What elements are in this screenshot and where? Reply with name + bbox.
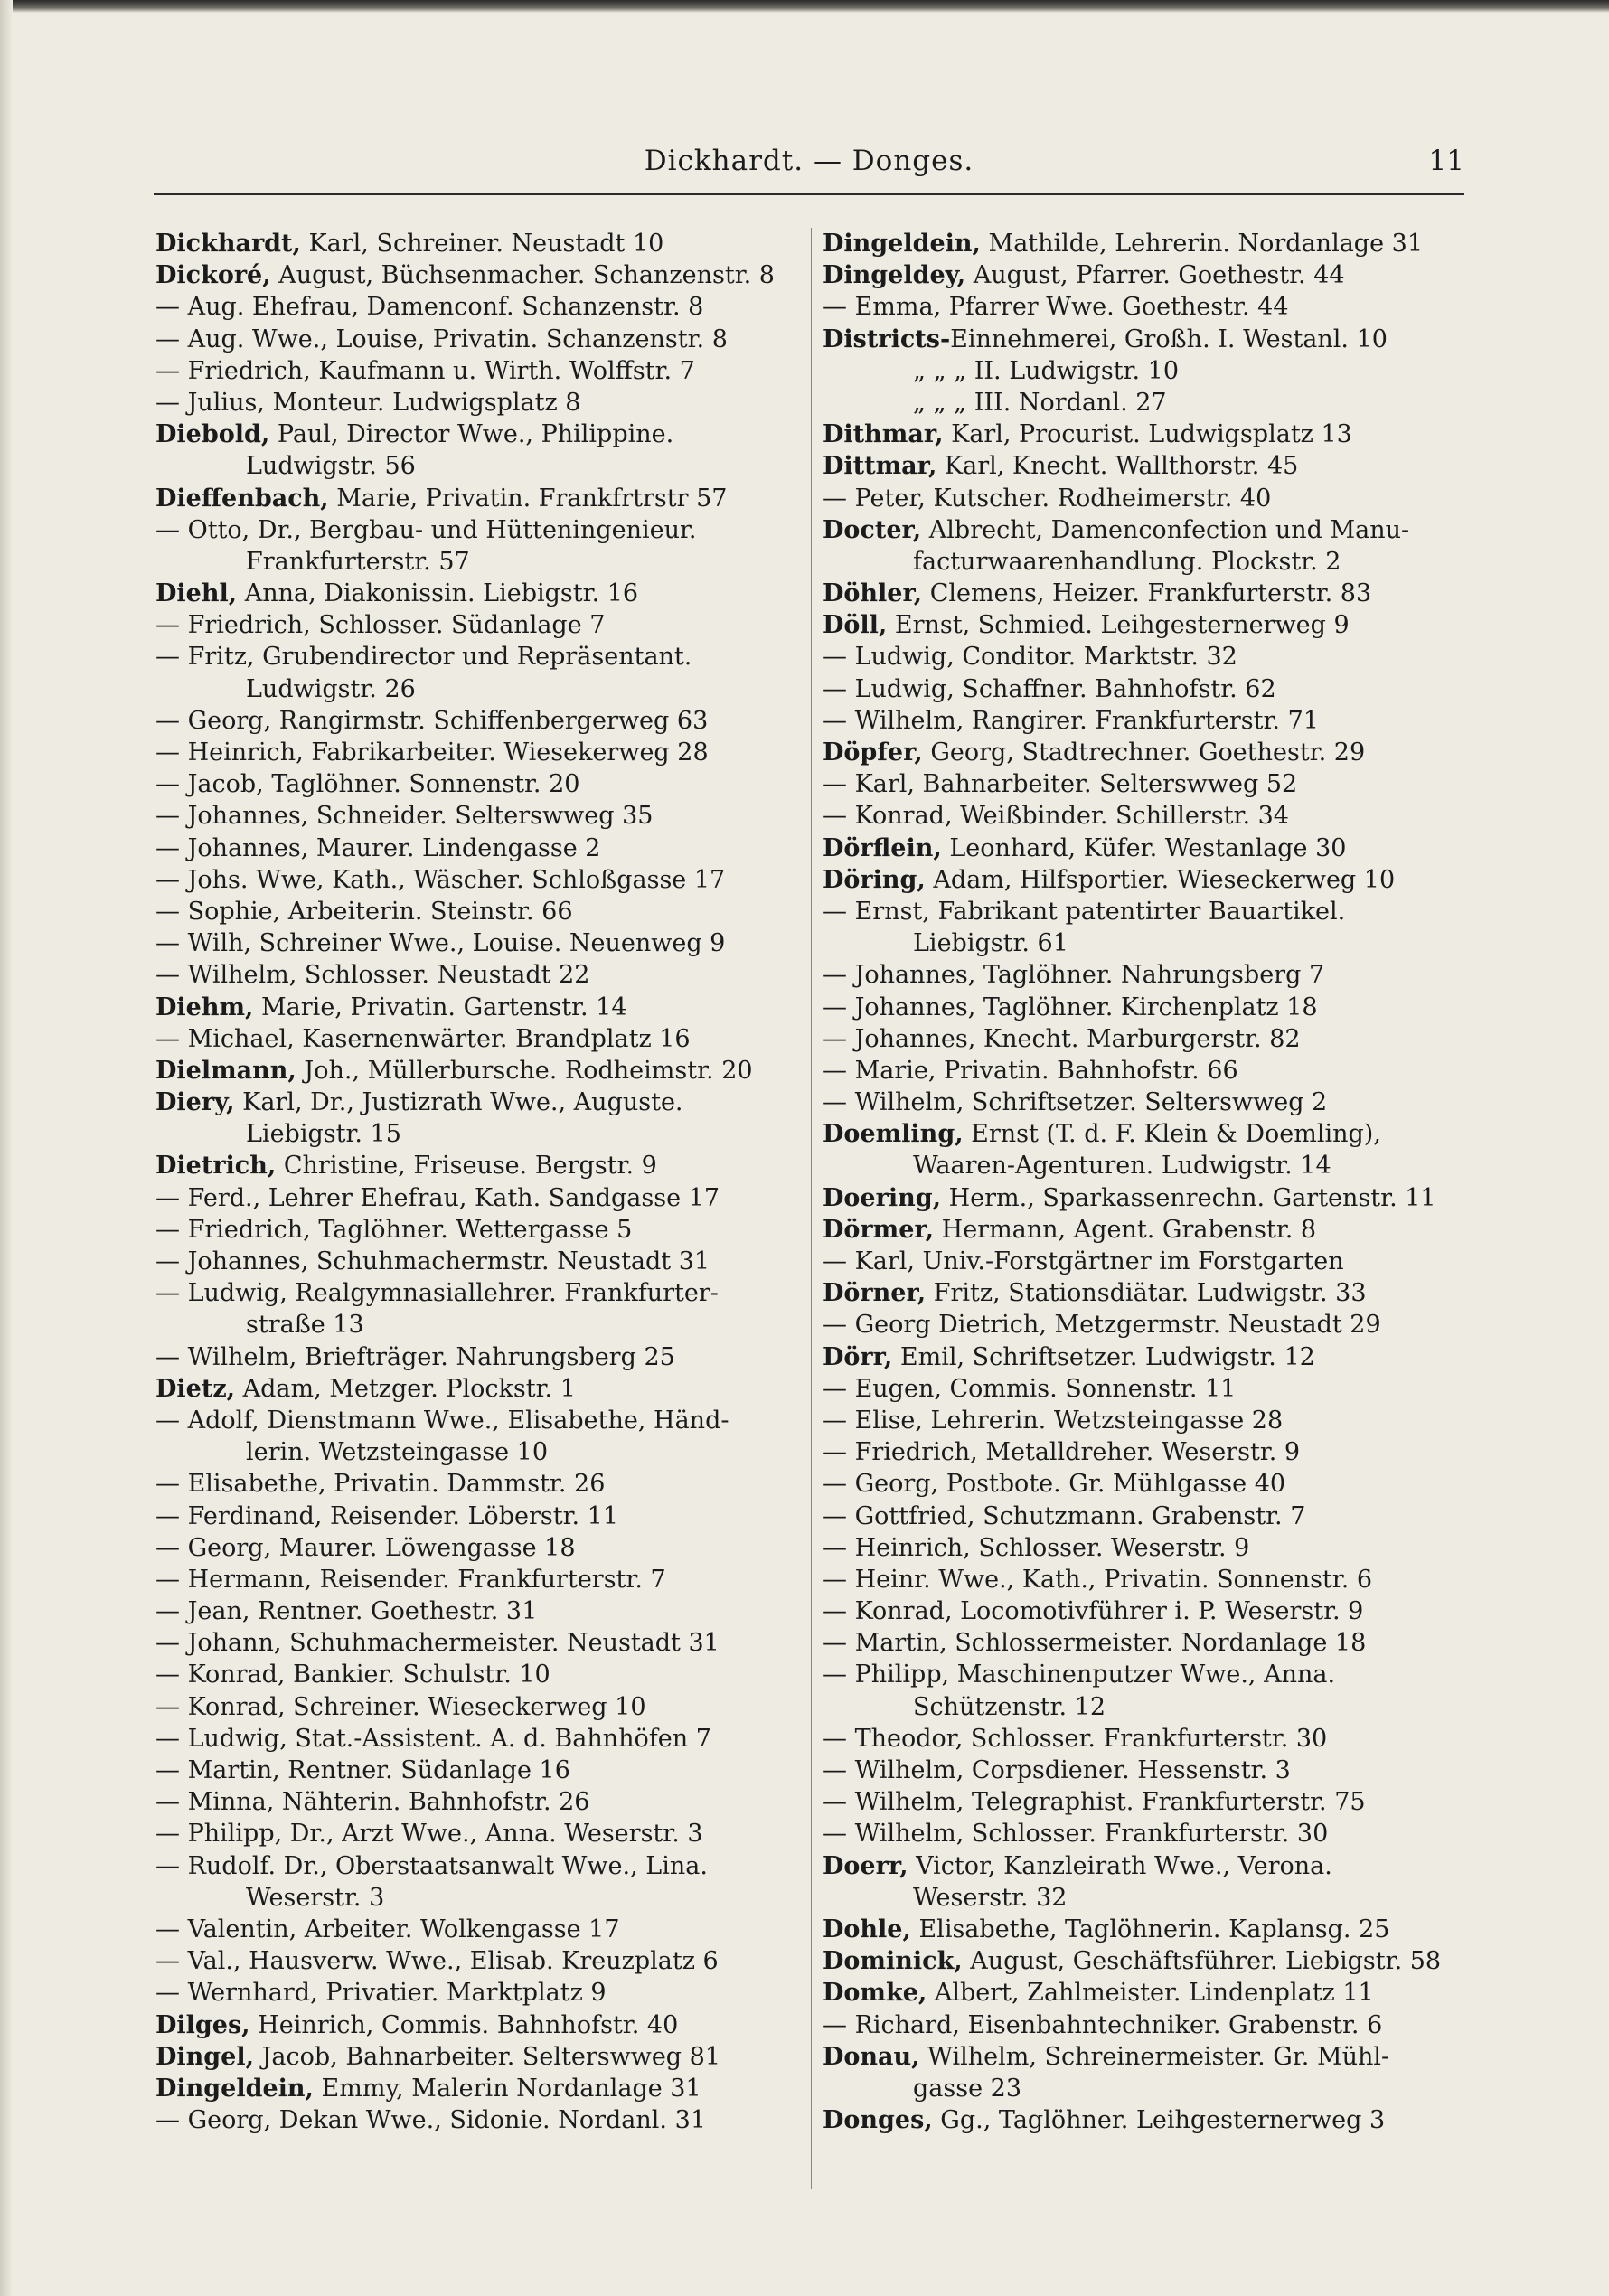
entry-text: — Valentin, Arbeiter. Wolkengasse 17 (155, 1915, 620, 1943)
directory-entry (823, 1564, 1464, 1595)
entry-text: — Wilhelm, Briefträger. Nahrungsberg 25 (155, 1342, 675, 1371)
entry-surname: Dörmer, (823, 1215, 935, 1244)
directory-entry (823, 259, 1464, 291)
directory-entry (155, 1214, 797, 1246)
entry-text: — Johannes, Schneider. Selterswweg 35 (155, 802, 654, 831)
directory-entry (155, 450, 797, 482)
directory-entry (823, 2073, 1464, 2104)
directory-entry (823, 1373, 1464, 1405)
entry-text: Liebigstr. 61 (913, 929, 1068, 958)
entry-text: — Friedrich, Schlosser. Südanlage 7 (155, 611, 606, 640)
directory-entry (155, 768, 797, 800)
entry-surname: Districts- (823, 325, 951, 353)
entry-text: — Elise, Lehrerin. Wetzsteingasse 28 (823, 1406, 1284, 1435)
directory-entry (155, 355, 797, 387)
entry-text: — Adolf, Dienstmann Wwe., Elisabethe, Händ- (155, 1406, 729, 1435)
entry-text: „ „ „ II. Ludwigstr. 10 (913, 356, 1180, 385)
entry-text: Wilhelm, Schreinermeister. Gr. Mühl- (919, 2042, 1390, 2071)
page-edge-left (0, 0, 13, 2296)
entry-text: — Wilhelm, Telegraphist. Frankfurterstr. 75 (823, 1788, 1366, 1817)
directory-entry (823, 1627, 1464, 1659)
entry-surname: Dithmar, (823, 420, 944, 449)
entry-text: — Georg, Maurer. Löwengasse 18 (155, 1533, 576, 1562)
directory-entry (823, 1882, 1464, 1914)
entry-text: — Ludwig, Realgymnasiallehrer. Frankfurter- (155, 1279, 719, 1308)
entry-text: — Georg Dietrich, Metzgermstr. Neustadt 29 (823, 1311, 1381, 1340)
entry-text: — Philipp, Dr., Arzt Wwe., Anna. Weserstr. 3 (155, 1820, 703, 1849)
entry-text: — Eugen, Commis. Sonnenstr. 11 (823, 1374, 1237, 1403)
entry-surname: Dittmar, (823, 452, 937, 481)
directory-entry (155, 2009, 797, 2041)
directory-entry (155, 578, 797, 609)
entry-text: Mathilde, Lehrerin. Nordanlage 31 (980, 230, 1424, 258)
directory-entry (823, 2104, 1464, 2136)
directory-entry (823, 768, 1464, 800)
entry-text: — Wilhelm, Schriftsetzer. Selterswweg 2 (823, 1088, 1328, 1117)
directory-entry (823, 578, 1464, 609)
directory-entry (823, 1023, 1464, 1055)
running-title: Dickhardt. — Donges. (644, 145, 974, 177)
entry-text: — Friedrich, Metalldreher. Weserstr. 9 (823, 1438, 1301, 1467)
entry-text: — Hermann, Reisender. Frankfurterstr. 7 (155, 1565, 666, 1594)
entry-text: — Martin, Rentner. Südanlage 16 (155, 1756, 570, 1784)
directory-entry (823, 1945, 1464, 1977)
entry-text: — Michael, Kasernenwärter. Brandplatz 16 (155, 1024, 691, 1053)
directory-entry (155, 1277, 797, 1309)
entry-text: — Ferd., Lehrer Ehefrau, Kath. Sandgasse 17 (155, 1183, 720, 1212)
entry-surname: Dielmann, (155, 1056, 296, 1085)
directory-entry (155, 324, 797, 355)
entry-text: August, Geschäftsführer. Liebigstr. 58 (962, 1947, 1442, 1976)
directory-entry (823, 387, 1464, 419)
directory-entry (155, 1023, 797, 1055)
entry-text: Frankfurterstr. 57 (246, 547, 470, 576)
entry-text: facturwaarenhandlung. Plockstr. 2 (913, 547, 1341, 576)
entry-text: Emil, Schriftsetzer. Ludwigstr. 12 (892, 1342, 1315, 1371)
entry-text: — Peter, Kutscher. Rodheimerstr. 40 (823, 484, 1272, 513)
directory-entry (823, 1723, 1464, 1755)
entry-text: — Val., Hausverw. Wwe., Elisab. Kreuzplatz 6 (155, 1947, 719, 1976)
entry-surname: Döpfer, (823, 739, 923, 767)
entry-text: — Fritz, Grubendirector und Repräsentant. (155, 643, 692, 672)
entry-text: Liebigstr. 15 (246, 1120, 401, 1149)
directory-entry (155, 1246, 797, 1277)
directory-entry (155, 1150, 797, 1181)
directory-entry (823, 546, 1464, 578)
directory-entry (823, 1977, 1464, 2009)
directory-entry (155, 1118, 797, 1150)
directory-entry (823, 355, 1464, 387)
entry-surname: Döll, (823, 611, 888, 640)
directory-entry (155, 705, 797, 737)
entry-surname: Diery, (155, 1088, 235, 1117)
directory-entry (823, 992, 1464, 1023)
directory-entry (823, 1532, 1464, 1564)
entry-text: Weserstr. 32 (913, 1883, 1068, 1912)
entry-surname: Dingeldey, (823, 261, 966, 290)
entry-text: — Heinrich, Fabrikarbeiter. Wiesekerweg 28 (155, 739, 709, 767)
entry-text: — Minna, Nähterin. Bahnhofstr. 26 (155, 1788, 590, 1817)
directory-entry (155, 864, 797, 896)
entry-text: Marie, Privatin. Gartenstr. 14 (253, 993, 627, 1021)
directory-entry (823, 514, 1464, 546)
entry-text: — Emma, Pfarrer Wwe. Goethestr. 44 (823, 293, 1289, 322)
entry-surname: Domke, (823, 1979, 927, 2008)
entry-text: Leonhard, Küfer. Westanlage 30 (941, 833, 1347, 862)
entry-text: Marie, Privatin. Frankfrtrstr 57 (328, 484, 728, 513)
directory-entry (823, 1341, 1464, 1373)
entry-surname: Döhler, (823, 579, 923, 608)
entry-text: Einnehmerei, Großh. I. Westanl. 10 (950, 325, 1388, 353)
entry-text: — Johs. Wwe, Kath., Wäscher. Schloßgasse 17 (155, 865, 726, 894)
directory-entry (155, 1755, 797, 1786)
entry-text: Karl, Dr., Justizrath Wwe., Auguste. (234, 1088, 683, 1117)
entry-surname: Dilges, (155, 2010, 250, 2039)
directory-entry (155, 1532, 797, 1564)
directory-entry (823, 1786, 1464, 1818)
entry-text: Ernst, Schmied. Leihgesternerweg 9 (887, 611, 1350, 640)
directory-entry (155, 833, 797, 864)
directory-entry (155, 959, 797, 991)
directory-entry (155, 2041, 797, 2073)
entry-text: — Sophie, Arbeiterin. Steinstr. 66 (155, 897, 573, 926)
directory-entry (155, 1850, 797, 1882)
directory-entry (823, 324, 1464, 355)
directory-entry (155, 927, 797, 959)
entry-surname: Dingel, (155, 2042, 255, 2071)
directory-entry (155, 1341, 797, 1373)
directory-entry (155, 992, 797, 1023)
entry-surname: Diehl, (155, 579, 238, 608)
directory-entry (155, 1182, 797, 1214)
directory-entry (155, 1405, 797, 1436)
directory-entry (823, 1659, 1464, 1690)
entry-text: — Johannes, Schuhmachermstr. Neustadt 31 (155, 1247, 710, 1275)
entry-text: — Ludwig, Conditor. Marktstr. 32 (823, 643, 1237, 672)
entry-text: — Heinr. Wwe., Kath., Privatin. Sonnenstr. 6 (823, 1565, 1373, 1594)
entry-surname: Dieffenbach, (155, 484, 329, 513)
entry-text: Ludwigstr. 26 (246, 674, 416, 703)
directory-entry (823, 673, 1464, 705)
entry-text: — Johannes, Taglöhner. Kirchenplatz 18 (823, 993, 1318, 1021)
running-header (154, 145, 1464, 186)
entry-text: Christine, Friseuse. Bergstr. 9 (276, 1152, 657, 1181)
directory-entry (155, 1627, 797, 1659)
directory-entry (823, 927, 1464, 959)
entry-text: Karl, Knecht. Wallthorstr. 45 (936, 452, 1299, 481)
directory-entry (155, 419, 797, 450)
directory-entry (823, 1914, 1464, 1945)
directory-entry (823, 1087, 1464, 1118)
directory-entry (823, 450, 1464, 482)
directory-entry (823, 419, 1464, 450)
directory-entry (155, 800, 797, 832)
directory-entry (823, 959, 1464, 991)
directory-entry (155, 1659, 797, 1690)
entry-surname: Donges, (823, 2106, 933, 2135)
entry-text: — Elisabethe, Privatin. Dammstr. 26 (155, 1470, 606, 1499)
entry-text: — Gottfried, Schutzmann. Grabenstr. 7 (823, 1501, 1306, 1530)
directory-entry (155, 896, 797, 927)
entry-text: Adam, Hilfsportier. Wieseckerweg 10 (925, 865, 1396, 894)
directory-entry (823, 1277, 1464, 1309)
directory-entry (155, 2073, 797, 2104)
directory-entry (823, 1182, 1464, 1214)
directory-entry (155, 1468, 797, 1500)
directory-entry (823, 1595, 1464, 1627)
entry-text: Karl, Procurist. Ludwigsplatz 13 (943, 420, 1352, 449)
directory-entry (823, 833, 1464, 864)
directory-entry (823, 1309, 1464, 1341)
directory-entry (155, 1818, 797, 1849)
entry-surname: Dörflein, (823, 833, 942, 862)
entry-text: — Ferdinand, Reisender. Löberstr. 11 (155, 1501, 619, 1530)
entry-text: Karl, Schreiner. Neustadt 10 (300, 230, 664, 258)
directory-entry (155, 1786, 797, 1818)
entry-text: Anna, Diakonissin. Liebigstr. 16 (237, 579, 639, 608)
entry-surname: Dörner, (823, 1279, 927, 1308)
entry-surname: Döring, (823, 865, 926, 894)
entry-text: — Konrad, Schreiner. Wieseckerweg 10 (155, 1692, 646, 1721)
entry-text: — Johannes, Maurer. Lindengasse 2 (155, 833, 601, 862)
directory-entry (823, 1118, 1464, 1150)
page-number: 11 (1428, 145, 1464, 177)
entry-surname: Dominick, (823, 1947, 963, 1976)
entry-text: — Julius, Monteur. Ludwigsplatz 8 (155, 388, 581, 417)
entry-text: Adam, Metzger. Plockstr. 1 (235, 1374, 576, 1403)
directory-entry (823, 1850, 1464, 1882)
directory-entry (155, 673, 797, 705)
entry-text: Albert, Zahlmeister. Lindenplatz 11 (927, 1979, 1374, 2008)
directory-entry (823, 1246, 1464, 1277)
entry-text: — Ludwig, Schaffner. Bahnhofstr. 62 (823, 674, 1276, 703)
entry-text: Clemens, Heizer. Frankfurterstr. 83 (922, 579, 1372, 608)
directory-entry (823, 737, 1464, 768)
entry-text: — Karl, Bahnarbeiter. Selterswweg 52 (823, 770, 1298, 799)
directory-entry (823, 1691, 1464, 1723)
entry-text: — Richard, Eisenbahntechniker. Grabenstr. 6 (823, 2010, 1383, 2039)
entry-text: — Wilhelm, Corpsdiener. Hessenstr. 3 (823, 1756, 1291, 1784)
entry-surname: Dingeldein, (823, 230, 981, 258)
directory-entry (823, 1405, 1464, 1436)
entry-text: — Wilhelm, Rangirer. Frankfurterstr. 71 (823, 706, 1319, 735)
entry-text: „ „ „ III. Nordanl. 27 (913, 388, 1167, 417)
entry-text: — Jean, Rentner. Goethestr. 31 (155, 1597, 538, 1626)
directory-entry (155, 1055, 797, 1087)
entry-text: Waaren-Agenturen. Ludwigstr. 14 (913, 1152, 1331, 1181)
entry-text: Emmy, Malerin Nordanlage 31 (313, 2074, 701, 2103)
entry-text: — Friedrich, Taglöhner. Wettergasse 5 (155, 1215, 633, 1244)
directory-entry (155, 609, 797, 641)
entry-text: straße 13 (246, 1311, 364, 1340)
header-rule (154, 193, 1464, 195)
directory-entry (823, 1150, 1464, 1181)
directory-entry (155, 1436, 797, 1468)
entry-text: August, Pfarrer. Goethestr. 44 (965, 261, 1345, 290)
entry-text: — Wernhard, Privatier. Marktplatz 9 (155, 1979, 607, 2008)
entry-text: Schützenstr. 12 (913, 1692, 1106, 1721)
directory-entry (823, 228, 1464, 259)
directory-entry (823, 1755, 1464, 1786)
directory-entry (155, 514, 797, 546)
entry-text: Herm., Sparkassenrechn. Gartenstr. 11 (941, 1183, 1436, 1212)
entry-text: Ludwigstr. 56 (246, 452, 416, 481)
entry-text: — Ludwig, Stat.-Assistent. A. d. Bahnhöfen 7 (155, 1724, 711, 1753)
directory-entry (155, 1595, 797, 1627)
directory-entry (155, 291, 797, 323)
entry-text: — Otto, Dr., Bergbau- und Hütteningenieur. (155, 515, 697, 544)
entry-surname: Donau, (823, 2042, 920, 2071)
directory-entry (823, 705, 1464, 737)
entry-text: Paul, Director Wwe., Philippine. (269, 420, 674, 449)
entry-text: — Aug. Wwe., Louise, Privatin. Schanzenstr. 8 (155, 325, 728, 353)
directory-entry (823, 1055, 1464, 1087)
directory-entry (155, 1977, 797, 2009)
entry-text: — Johann, Schuhmachermeister. Neustadt 31 (155, 1629, 720, 1658)
entry-text: — Philipp, Maschinenputzer Wwe., Anna. (823, 1661, 1336, 1689)
directory-entry (823, 1468, 1464, 1500)
entry-text: — Jacob, Taglöhner. Sonnenstr. 20 (155, 770, 580, 799)
entry-text: Jacob, Bahnarbeiter. Selterswweg 81 (254, 2042, 721, 2071)
directory-entry (823, 1214, 1464, 1246)
entry-text: — Konrad, Weißbinder. Schillerstr. 34 (823, 802, 1289, 831)
directory-entry (155, 1882, 797, 1914)
entry-text: — Theodor, Schlosser. Frankfurterstr. 30 (823, 1724, 1328, 1753)
entry-surname: Docter, (823, 515, 922, 544)
directory-entry (823, 1436, 1464, 1468)
entry-text: — Johannes, Taglöhner. Nahrungsberg 7 (823, 961, 1325, 990)
entry-text: Albrecht, Damenconfection und Manu- (921, 515, 1410, 544)
directory-entry (155, 1691, 797, 1723)
directory-entry (155, 737, 797, 768)
directory-entry (823, 291, 1464, 323)
entry-text: gasse 23 (913, 2074, 1022, 2103)
directory-entry (155, 483, 797, 514)
entry-text: — Konrad, Bankier. Schulstr. 10 (155, 1661, 550, 1689)
page-edge-shadow (0, 0, 1609, 13)
directory-entry (823, 800, 1464, 832)
entry-text: Heinrich, Commis. Bahnhofstr. 40 (249, 2010, 679, 2039)
left-column (155, 228, 797, 2136)
entry-surname: Dickoré, (155, 261, 271, 290)
directory-entry (823, 2041, 1464, 2073)
entry-text: — Wilhelm, Schlosser. Frankfurterstr. 30 (823, 1820, 1329, 1849)
entry-text: Joh., Müllerbursche. Rodheimstr. 20 (296, 1056, 753, 1085)
directory-entry (155, 259, 797, 291)
directory-entry (823, 609, 1464, 641)
directory-entry (155, 1501, 797, 1532)
entry-text: — Marie, Privatin. Bahnhofstr. 66 (823, 1056, 1238, 1085)
entry-text: — Wilh, Schreiner Wwe., Louise. Neuenweg 9 (155, 929, 726, 958)
directory-entry (155, 1945, 797, 1977)
directory-entry (155, 641, 797, 673)
directory-entry (155, 2104, 797, 2136)
directory-entry (155, 546, 797, 578)
entry-text: — Heinrich, Schlosser. Weserstr. 9 (823, 1533, 1250, 1562)
entry-text: — Aug. Ehefrau, Damenconf. Schanzenstr. 8 (155, 293, 704, 322)
directory-entry (823, 864, 1464, 896)
directory-entry (823, 641, 1464, 673)
entry-text: — Georg, Postbote. Gr. Mühlgasse 40 (823, 1470, 1286, 1499)
entry-surname: Dietrich, (155, 1152, 277, 1181)
directory-entry (155, 1309, 797, 1341)
directory-entry (155, 1373, 797, 1405)
entry-text: — Friedrich, Kaufmann u. Wirth. Wolffstr. 7 (155, 356, 695, 385)
directory-entry (155, 1087, 797, 1118)
entry-text: — Georg, Dekan Wwe., Sidonie. Nordanl. 31 (155, 2106, 706, 2135)
right-column (823, 228, 1464, 2136)
directory-entry (155, 228, 797, 259)
entry-text: — Johannes, Knecht. Marburgerstr. 82 (823, 1024, 1301, 1053)
entry-text: Victor, Kanzleirath Wwe., Verona. (908, 1851, 1332, 1880)
entry-text: — Karl, Univ.-Forstgärtner im Forstgarten (823, 1247, 1344, 1275)
entry-surname: Dörr, (823, 1342, 893, 1371)
directory-entry (155, 1914, 797, 1945)
entry-text: Gg., Taglöhner. Leihgesternerweg 3 (932, 2106, 1386, 2135)
entry-text: Elisabethe, Taglöhnerin. Kaplansg. 25 (910, 1915, 1390, 1943)
entry-surname: Diebold, (155, 420, 270, 449)
directory-entry (823, 2009, 1464, 2041)
directory-entry (823, 483, 1464, 514)
entry-surname: Dietz, (155, 1374, 236, 1403)
entry-text: Weserstr. 3 (246, 1883, 385, 1912)
directory-entry (823, 1818, 1464, 1849)
entry-text: lerin. Wetzsteingasse 10 (246, 1438, 549, 1467)
entry-text: — Konrad, Locomotivführer i. P. Weserstr. 9 (823, 1597, 1364, 1626)
entry-text: Ernst (T. d. F. Klein & Doemling), (963, 1120, 1381, 1149)
entry-text: Fritz, Stationsdiätar. Ludwigstr. 33 (926, 1279, 1367, 1308)
entry-surname: Doemling, (823, 1120, 964, 1149)
entry-surname: Doerr, (823, 1851, 908, 1880)
entry-text: Hermann, Agent. Grabenstr. 8 (934, 1215, 1317, 1244)
entry-text: — Martin, Schlossermeister. Nordanlage 18 (823, 1629, 1367, 1658)
entry-text: — Rudolf. Dr., Oberstaatsanwalt Wwe., Lina. (155, 1851, 708, 1880)
entry-text: — Georg, Rangirmstr. Schiffenbergerweg 63 (155, 706, 709, 735)
entry-text: — Wilhelm, Schlosser. Neustadt 22 (155, 961, 590, 990)
entry-surname: Diehm, (155, 993, 254, 1021)
directory-entry (823, 896, 1464, 927)
directory-columns (155, 228, 1464, 2244)
directory-entry (823, 1501, 1464, 1532)
entry-surname: Doering, (823, 1183, 941, 1212)
entry-text: Georg, Stadtrechner. Goethestr. 29 (922, 739, 1366, 767)
directory-entry (155, 1723, 797, 1755)
entry-surname: Dickhardt, (155, 230, 301, 258)
directory-entry (155, 387, 797, 419)
directory-entry (155, 1564, 797, 1595)
entry-text: August, Büchsenmacher. Schanzenstr. 8 (270, 261, 775, 290)
entry-surname: Dohle, (823, 1915, 911, 1943)
entry-surname: Dingeldein, (155, 2074, 314, 2103)
entry-text: — Ernst, Fabrikant patentirter Bauartikel. (823, 897, 1346, 926)
